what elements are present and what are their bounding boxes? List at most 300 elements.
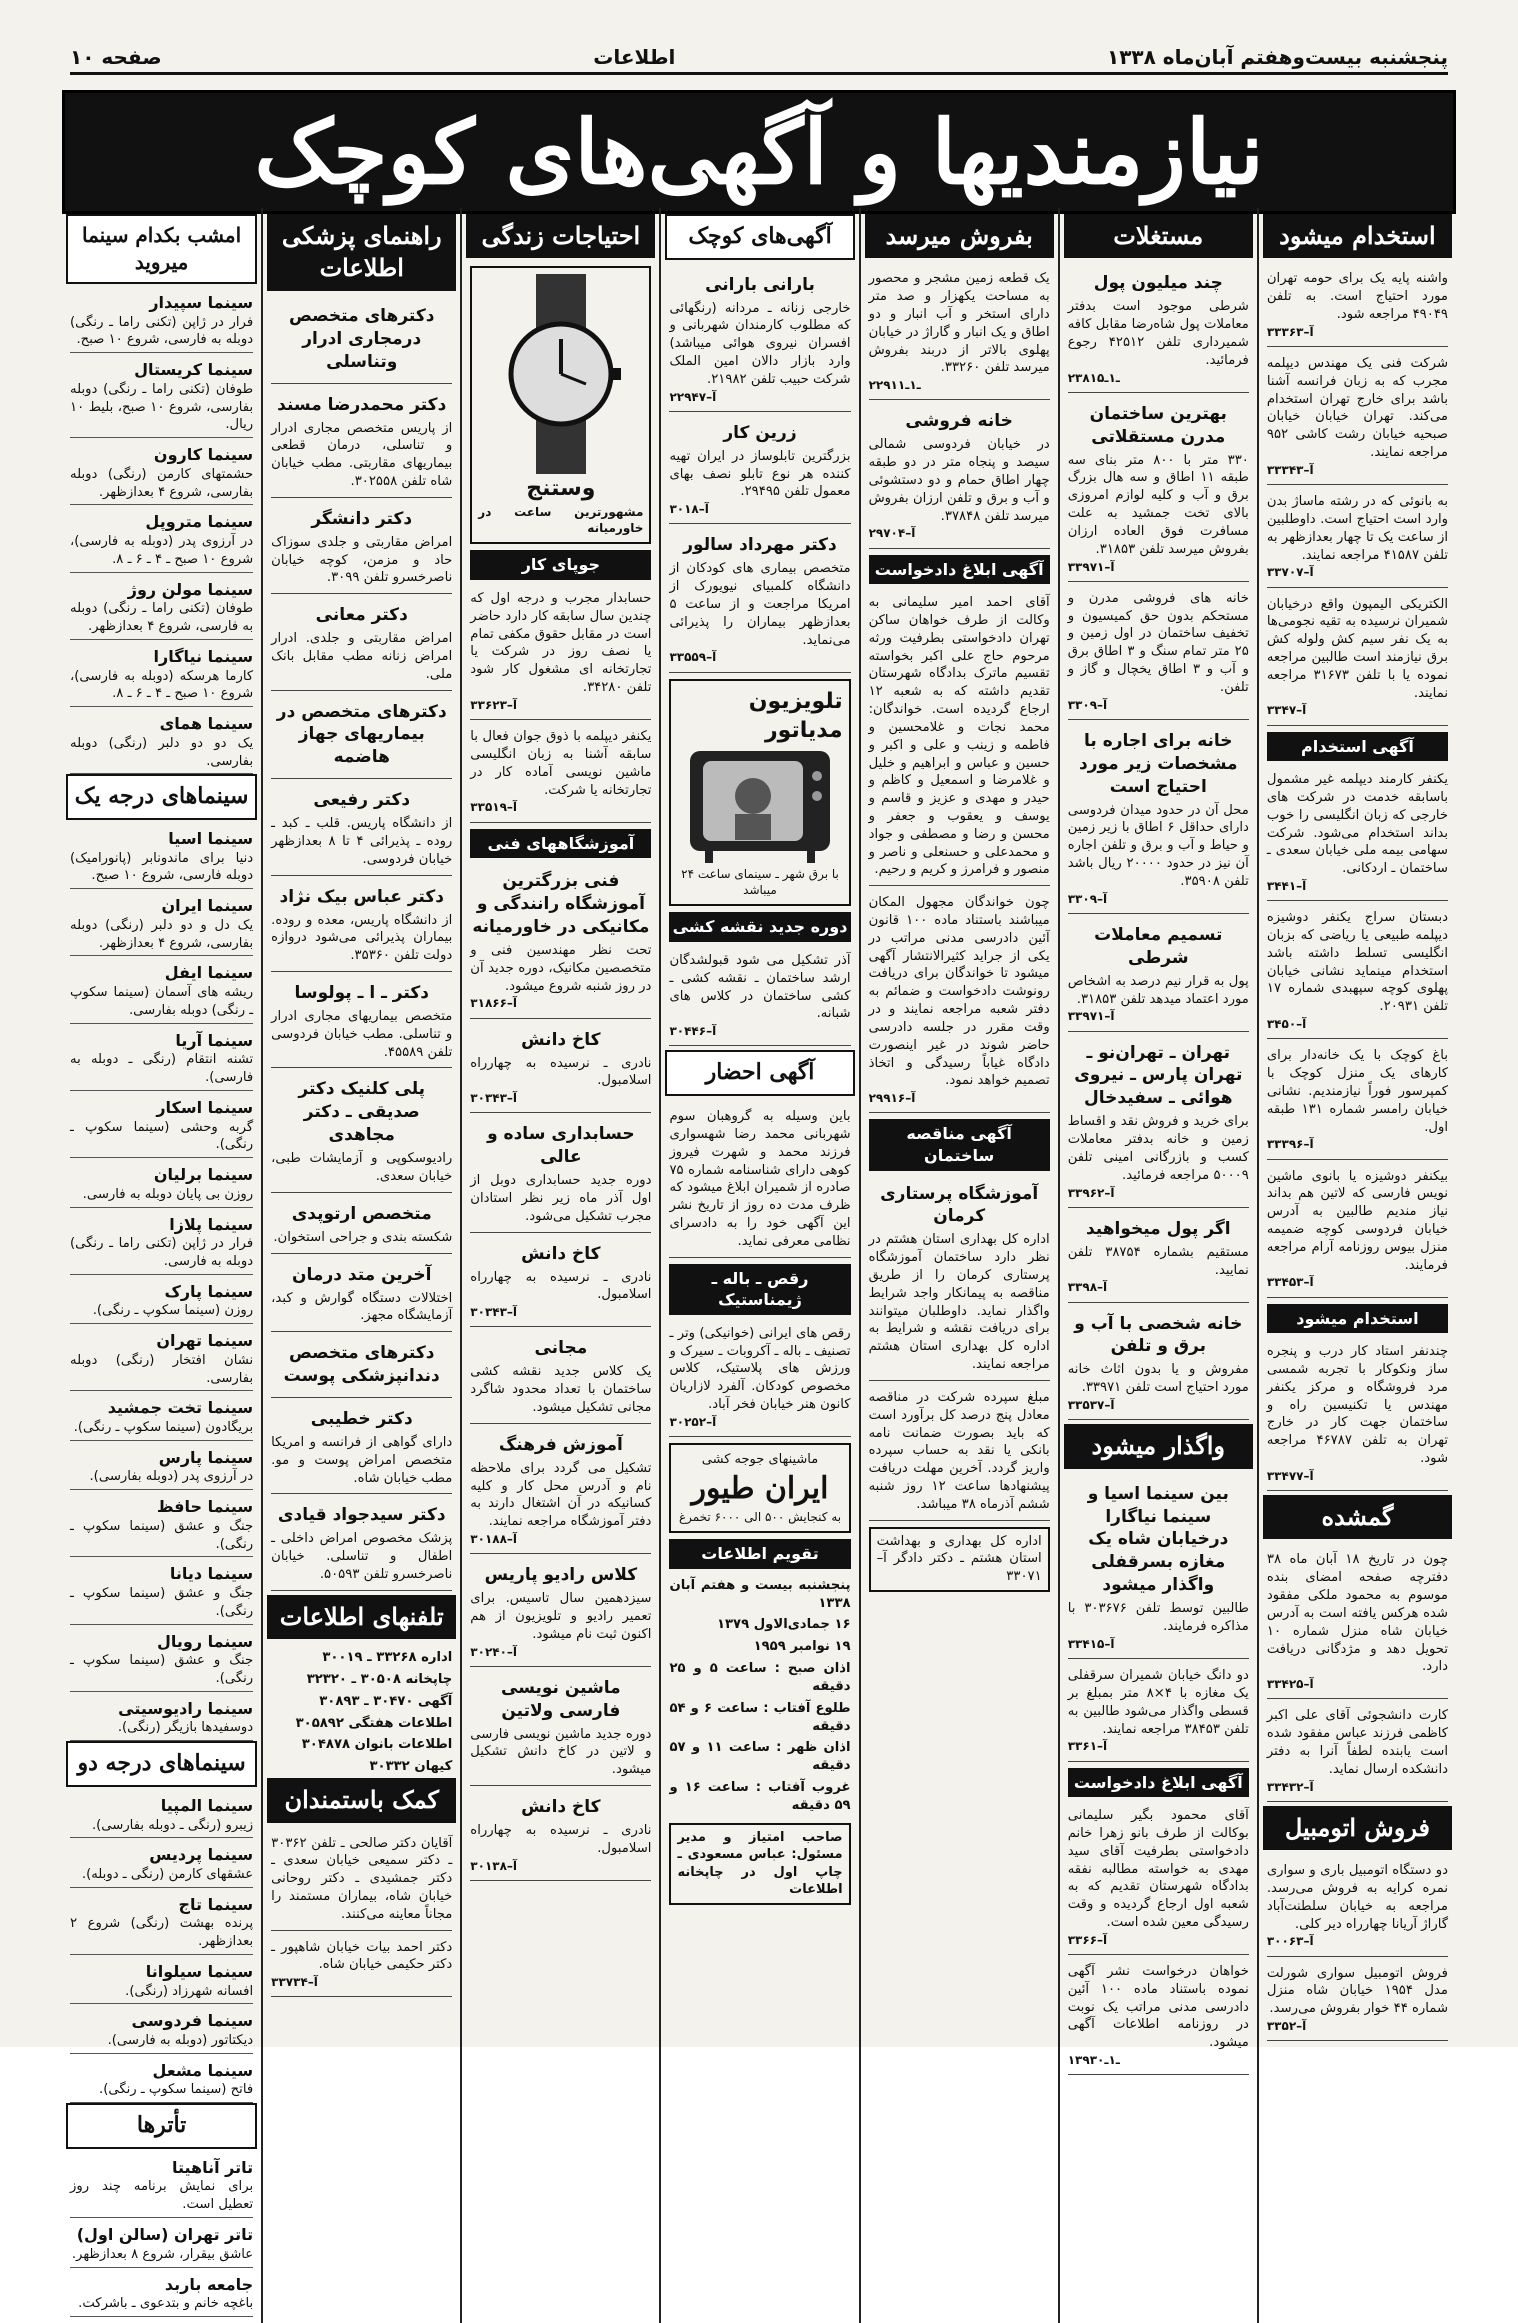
cinema-program: حشمتهای کارمن (رنگی) دوبله بفارسی، شروع ۴ بعدازظهر. <box>70 466 254 500</box>
classified-ad <box>271 1831 452 1931</box>
ad-text: الکتریکی الیمپون واقع درخیابان شمیران نرسیده به تقیه نجومی‌ها به یک نفر سیم کش ولوله کش برق نیازمند است طالبین مراجعه نموده یا با تلفن ۳۱۶۷۳ مراجعه نمایند. <box>1266 596 1449 701</box>
classified-ad <box>1267 1547 1448 1699</box>
classified-ad <box>271 598 452 690</box>
ad-list <box>1267 266 1448 725</box>
list-item: چاپخانه ۳۰۵۰۸ ـ ۳۲۳۲۰ <box>306 1672 453 1688</box>
ad-text: حسابدار مجرب و درجه اول که چندین سال سابقه کار دارد حاضر است در مقابل حقوق مکفی تمام یا نصف روز در شرکت یا تجارتخانه ای مشغول کار شود تلفن ۳۴۲۸۰. <box>470 591 652 696</box>
ad-text: امراض مقاربتی و جلدی سوزاک حاد و مزمن، کوچه خیابان ناصرخسرو تلفن ۳۰۹۹. <box>271 534 453 586</box>
date-line: پنجشنبه بیست‌وهفتم آبان‌ماه ۱۳۳۸ <box>1107 45 1448 69</box>
page-number: صفحه ۱۰ <box>70 45 162 69</box>
classified-ad <box>1267 1339 1448 1491</box>
classified-ad <box>470 1558 651 1667</box>
ad-text: شرطی موجود است بدفتر معاملات پول شاه‌رضا مقابل کافه شمیرداری تلفن ۴۲۵۱۲ رجوع فرمائید. <box>1067 299 1249 368</box>
classified-ad <box>669 1104 850 1258</box>
signature-box <box>869 1527 1050 1592</box>
list-item: اطلاعات هفتگی ۳۰۵۸۹۲ <box>295 1715 453 1731</box>
list-item: اطلاعات بانوان ۳۰۴۸۷۸ <box>301 1737 453 1753</box>
classified-ad <box>470 724 651 822</box>
subhead: آگهی ابلاغ دادخواست <box>1068 1768 1249 1798</box>
ad-text: نادری ـ نرسیده به چهارراه اسلامبول. <box>470 1055 652 1089</box>
column-head: راهنمای پزشکی اطلاعات <box>267 214 456 291</box>
ad-title: بارانی بارانی <box>705 274 815 295</box>
classified-ad <box>470 586 651 720</box>
ad-code: آ–۳۳۵۲ <box>1266 2019 1307 2034</box>
ad-code: آ–۳۳۴۱۵ <box>1067 1636 1115 1651</box>
classified-ad <box>271 976 452 1068</box>
classified-ad <box>470 1237 651 1328</box>
ad-title: تسمیم معاملات شرطی <box>1094 924 1223 968</box>
classified-ad <box>869 590 1050 886</box>
ad-title: خانه فروشی <box>905 411 1013 432</box>
classified-ad <box>1267 1164 1448 1298</box>
cinema-name: سینما کریستال <box>134 360 254 380</box>
cinema-name: سینما پردیس <box>149 1845 254 1865</box>
cinema-entry <box>70 2157 253 2218</box>
subhead: آموزشگاههای فنی <box>470 829 651 859</box>
ad-code: آ–۳۳۴۷۷ <box>1266 1468 1314 1483</box>
classified-ad <box>271 1072 452 1192</box>
ad-list <box>669 1321 850 1437</box>
cinema-name: سینما تاج <box>178 1894 254 1914</box>
ad-text: آقای احمد امیر سلیمانی به وکالت از طرف خواهان ساکن تهران دادخواستی بطرفیت ورثه مرحوم حاج علی اکبر بخواسته تقسیم ماترک بدادگاه شهرستان تقدیم داشته که به شعبه ۱۲ ارجاع گردیده است. خواندگان: محمد نجات و غلامحسین و فاطمه و زینب و علی و اکبر و حسین و عباس و ابراهیم و خلیل و غلامرضا و اسمعیل و کاظم و حیدر و مهدی و عزیز و قاسم و یوسف و یعقوب و جعفر و محسن و رضا و مصطفی و جواد و محمدعلی و حسنعلی و ناصر و منصور و فرامرز و کریم و رحیم. <box>868 595 1050 878</box>
cinema-program: طوفان (تکنی راما ـ رنگی) دوبله بفارسی، شروع ۱۰ صبح، بلیط ۱۰ ریال. <box>70 381 254 433</box>
cinema-name: سینما برلیان <box>153 1165 254 1185</box>
cinema-name: جامعه باربد <box>164 2274 254 2294</box>
ad-list <box>1068 1803 1249 2075</box>
ad-list <box>669 268 850 673</box>
ad-code: آ–۳۳۰۹ <box>1067 697 1108 712</box>
classified-ad <box>271 299 452 384</box>
ad-text: دو دانگ خیابان شمیران سرقفلی یک مغازه با ۴×۸ متر بمبلغ بر قسطی واگذار می‌شود طالبین به تلفن ۳۸۴۵۳ مراجعه نمایند. <box>1067 1668 1249 1737</box>
classified-ad <box>869 1177 1050 1381</box>
ad-text: چون در تاریخ ۱۸ آبان ماه ۳۸ دفترچه صفحه امضای بنده موسوم به محمود ملکی مفقود شده هرکس یافته است به آدرس خیابان شاه منزل شماره ۱۰ تحویل دهد و مژدگانی دریافت دارد. <box>1266 1552 1448 1675</box>
ad-title: بهترین ساختمان مدرن مستقلاتی <box>1089 403 1227 447</box>
cinema-program: دیکتاتور (دوبله به فارسی). <box>107 2032 254 2048</box>
column-head: مستغلات <box>1064 214 1253 258</box>
column-head: احتیاجات زندگی <box>466 214 655 258</box>
ad-title: دکتر خطیبی <box>310 1409 413 1430</box>
ad-text: واشنه پایه یک برای حومه تهران مورد احتیاج است. به تلفن ۴۹۰۴۹ مراجعه شود. <box>1266 271 1448 323</box>
classified-ad <box>1068 1477 1249 1660</box>
list-item: کیهان ۳۰۳۳۲ <box>369 1759 453 1775</box>
ad-list <box>1267 767 1448 1297</box>
column-real-estate <box>1058 208 1257 2323</box>
cinema-program: فاتح (سینما سکوپ ـ رنگی). <box>99 2082 254 2098</box>
classified-ad <box>669 268 850 412</box>
section-banner <box>62 90 1456 214</box>
ad-code: ـ۱ـ۲۳۸۱۵ <box>1067 370 1120 385</box>
subhead: دوره جدید نقشه کشی <box>669 912 850 942</box>
subhead-cars: فروش اتومبیل <box>1263 1806 1452 1850</box>
ad-code: آ–۳۳۷۳۴ <box>271 1975 318 1990</box>
ad-title: پلی کلنیک دکتر صدیقی ـ دکتر مجاهدی <box>298 1079 426 1146</box>
logo-ad-line: به کنجایش ۵۰۰ الی ۶۰۰۰ تخمرغ <box>678 1510 842 1525</box>
ad-title: آموزش فرهنگ <box>498 1434 623 1455</box>
classified-ad <box>1267 1043 1448 1159</box>
ad-text: نادری ـ نرسیده به چهارراه اسلامبول. <box>470 1822 652 1856</box>
ad-code: آ–۳۳۶۲۳ <box>470 697 518 712</box>
cinema-name: سینما ایفل <box>164 963 254 983</box>
classified-ad <box>1068 397 1249 582</box>
cinema-name: تاتر تهران (سالن اول) <box>76 2225 254 2245</box>
ad-title: ماشین نویسی فارسی ولاتین <box>501 1677 621 1721</box>
cinema-program: بریگادون (سینما سکوپ ـ رنگی). <box>73 1419 254 1435</box>
tv-ad-title: تلویزیون مدیاتور <box>748 688 843 744</box>
subhead-lost: گمشده <box>1263 1495 1452 1539</box>
cinema-entry <box>70 1563 253 1624</box>
ad-text: ۳۳۰ متر با ۸۰۰ متر بنای سه طبقه ۱۱ اطاق و سه هال بزرگ برق و آب و کلیه لوازم امروزی بالای تخت جمشید به علت مسافرت فوق العاده ارزان بفروش میرسد تلفن ۳۱۸۵۳. <box>1067 452 1249 557</box>
classified-ad <box>470 1117 651 1232</box>
column-necessities <box>460 208 659 2323</box>
cinema-name: سینما فردوسی <box>131 2011 254 2031</box>
ad-text: امراض مقاربتی و جلدی. ادرار امراض زنانه مطب مقابل بانک ملی. <box>271 631 453 682</box>
classified-ad <box>271 1336 452 1398</box>
cinema-program: عشقهای کارمن (رنگی ـ دوبله). <box>81 1866 254 1882</box>
ad-title: کاخ دانش <box>521 1243 601 1264</box>
ad-text: در خیابان فردوسی شمالی سیصد و پنجاه متر در دو طبقه چهار اطاق حمام و دو دستشوئی و آب و برق و تلفن ارزان بفروش میرسد تلفن ۳۷۸۴۸. <box>868 437 1050 524</box>
classified-ad <box>869 266 1050 400</box>
cinema-entry <box>70 1698 253 1741</box>
ad-title: متخصص ارتوپدی <box>291 1203 432 1224</box>
column-head: آگهی‌های کوچک <box>665 214 854 260</box>
ad-title: تهران ـ تهران‌نو ـ تهران پارس ـ نیروی هوائی ـ سفیدخال <box>1074 1042 1243 1109</box>
cinema-entry <box>70 895 253 956</box>
ad-text: شرکت فنی یک مهندس دیپلمه مجرب که به زبان فرانسه آشنا باشد برای خارج تهران استخدام می‌کند. تهران خیابان خیابان صبحیه خیابان رشت کاشی ۹۵۲ مراجعه نمایند. <box>1266 356 1448 461</box>
classified-ad <box>1068 724 1249 914</box>
ad-text: تحت نظر مهندسین فنی و متخصصین مکانیک، دوره جدید آن در روز شنبه شروع میشود. <box>470 942 652 994</box>
ad-code: آ–۳۳۹۷۱ <box>1067 559 1115 574</box>
classified-ad <box>470 1331 651 1423</box>
ad-text: شکسته بندی و جراحی استخوان. <box>273 1229 453 1245</box>
ad-text: آقای محمود بگیر سلیمانی بوکالت از طرف بانو زهرا خانم دادخواستی بطرفیت آقای سید مهدی به خواسته مطالبه نفقه بدادگاه شهرستان تقدیم که به شعبه اول ارجاع گردیده و وقت رسیدگی معین شده است. <box>1067 1808 1249 1930</box>
cinema-name: سینما ایران <box>161 896 254 916</box>
ad-text: آذر تشکیل می شود قبولشدگان ارشد ساختمان ـ نقشه کشی ـ کشی ساختمان در کلاس های شبانه. <box>669 952 851 1022</box>
subhead: کمک باستمندان <box>267 1778 456 1822</box>
ad-text: برای خرید و فروش نقد و اقساط زمین و خانه بدفتر معاملات کسب و بازرگانی امینی تلفن ۵۰۰۰۹ مراجعه فرمائید. <box>1067 1114 1249 1183</box>
ad-text: محل آن در حدود میدان فردوسی دارای حداقل ۶ اطاق با زیر زمین و حیاط و آب و برق و تلفن اجاره آن نیز در حدود ۲۰۰۰۰ ریال باشد تلفن ۳۵۹۰۸. <box>1067 802 1249 889</box>
ad-code: آ–۳۴۴۱ <box>1266 879 1307 894</box>
cinema-program: جنگ و عشق (سینما سکوپ ـ رنگی). <box>70 1653 254 1687</box>
column-for-sale <box>859 208 1058 2323</box>
cinema-name: سینما تهران <box>156 1331 254 1351</box>
cinema-entry <box>70 2060 253 2103</box>
cinema-program: باغچه خانم و بتدعوی ـ باشرکت. <box>78 2296 254 2312</box>
ad-text: رادیوسکوپی و آزمایشات طبی، خیابان سعدی. <box>271 1151 453 1185</box>
ad-code: آ–۳۳۹۷۱ <box>1067 1009 1115 1024</box>
incubator-advertisement <box>669 1443 850 1533</box>
ad-title: دکتر معانی <box>315 605 408 626</box>
cinema-list <box>70 1795 253 2103</box>
ad-text: بیکنفر دوشیزه یا بانوی ماشین نویس فارسی که لاتین هم بداند نیاز مندیم طالبین به آدرس خیابان فردوسی کوچه ضمیمه منزل بیوس روزنامه آرام مراجعه فرمایند. <box>1266 1168 1448 1273</box>
classified-ad <box>1267 1961 1448 2042</box>
cinema-entry <box>70 1631 253 1692</box>
calendar-list <box>669 1575 850 1817</box>
ad-text: اداره کل بهداری استان هشتم در نظر دارد ساختمان آموزشگاه پرستاری کرمان را از طریق مناقصه به پیمانکار واجد شرایط واگذار نماید. داوطلبان میتوانند برای دریافت نقشه و شرایط به اداره کل بهداری استان هشتم مراجعه نمایند. <box>868 1232 1050 1373</box>
classified-ad <box>669 528 850 672</box>
cinema-name: سینما تخت جمشید <box>107 1398 254 1418</box>
column-head: بفروش میرسد <box>865 214 1054 258</box>
classified-ad <box>1068 1803 1249 1955</box>
classified-ad <box>470 1023 651 1114</box>
cinema-program: گربه وحشی (سینما سکوپ ـ رنگی). <box>70 1119 254 1153</box>
classified-ad <box>1267 489 1448 587</box>
cinema-entry <box>70 1097 253 1158</box>
ad-code: آ–۲۹۷۰۴ <box>868 526 916 541</box>
subhead: آگهی مناقصه ساختمان <box>869 1119 1050 1170</box>
classified-ad <box>271 1935 452 1998</box>
cinema-program: یک دو دو دلبر (رنگی) دوبله بفارسی. <box>70 735 254 769</box>
logo-ad-brand: ایران طیور <box>691 1470 829 1506</box>
ad-code: آ–۳۱۸۶۶ <box>470 996 518 1011</box>
cinema-program: روزن بی پایان دوبله به فارسی. <box>82 1186 254 1202</box>
ad-title: بین سینما اسیا و سینما نیاگارا درخیابان شاه یک مغازه بسرقفلی واگذار میشود <box>1087 1483 1229 1596</box>
cinema-list <box>70 292 253 774</box>
cinema-entry <box>70 292 253 353</box>
cinema-name: سینما حافظ <box>156 1497 254 1517</box>
ad-text: پول به قرار نیم درصد به اشخاص مورد اعتماد میدهد تلفن ۳۱۸۵۳. <box>1067 973 1249 1007</box>
ad-title: دکتر عباس بیک نژاد <box>279 886 444 907</box>
ad-title: دکتر مهرداد سالور <box>683 535 837 556</box>
ad-text: باغ کوچک با یک خانه‌دار برای کارهای یک منزل کوچک با کمپرسور فوراً نیازمندیم. نشانی خیابان رامسر شماره ۱۳۱ طبقه اول. <box>1266 1048 1448 1135</box>
cinema-name: سینما سپیدار <box>149 293 254 312</box>
list-item: اذان صبح : ساعت ۵ و ۲۵ دقیقه <box>669 1661 851 1694</box>
ad-text: خواهان درخواست نشر آگهی نموده باستناد ماده ۱۰۰ آئین دادرسی مدنی مراتب یک نوبت در روزنامه اطلاعات آگهی میشود. <box>1067 1964 1249 2051</box>
classified-ad <box>470 864 651 1018</box>
list-item: غروب آفتاب : ساعت ۱۶ و ۵۹ دقیقه <box>669 1779 851 1813</box>
list-item: پنجشنبه بیست و هفتم آبان ۱۳۳۸ <box>669 1577 851 1611</box>
cinema-list <box>70 828 253 1741</box>
paper-name: اطلاعات <box>593 45 676 69</box>
column-head: استخدام میشود <box>1263 214 1452 258</box>
ad-text: مفروش و یا بدون اثاث خانه مورد احتیاج است تلفن ۳۳۹۷۱. <box>1067 1362 1249 1396</box>
classified-ad <box>1068 918 1249 1032</box>
classified-ad <box>869 890 1050 1113</box>
classified-ad <box>1267 351 1448 485</box>
cinema-name: سینما آریا <box>175 1030 254 1050</box>
classified-ad <box>1267 1858 1448 1956</box>
ad-code: آ–۳۳۰۷۱ <box>876 1551 1042 1585</box>
cinema-program: کارما هرسکه (دوبله به فارسی)، شروع ۱۰ صبح ـ ۴ ـ ۶ ـ ۸. <box>70 668 254 702</box>
ad-code: آ–۳۰۱۸۸ <box>470 1531 518 1546</box>
ad-text: بزرگترین تابلوساز در ایران تهیه کننده هر نوع تابلو نصف بهای معمول تلفن ۲۹۴۹۵. <box>669 448 851 500</box>
classified-ad <box>271 1258 452 1333</box>
ad-list <box>470 586 651 823</box>
cinema-program: در آرزوی پدر (دوبله بفارسی). <box>89 1469 254 1485</box>
cinema-program: دنیا برای ماندونابر (پانورامیک) دوبله فارسی، شروع ۱۰ صبح. <box>70 850 254 884</box>
ad-code: آ–۳۰۱۳۸ <box>470 1858 518 1873</box>
ad-title: زرین کار <box>723 422 797 443</box>
list-item: ۱۶ جمادی‌الاول ۱۳۷۹ <box>716 1617 851 1633</box>
ad-title: خانه برای اجاره با مشخصات زیر مورد احتیاج است <box>1079 730 1238 797</box>
cinema-name: سینما پارس <box>158 1447 254 1467</box>
subhead: آگهی ابلاغ دادخواست <box>869 555 1050 585</box>
cinema-program: افسانه شهرزاد (رنگی). <box>125 1983 254 1999</box>
ad-code: آ–۳۳۳۹۶ <box>1266 1137 1314 1152</box>
ad-text: مستقیم بشماره ۳۸۷۵۴ تلفن نمایید. <box>1067 1244 1249 1278</box>
ad-code: آ–۳۳۴۲۵ <box>1266 1677 1314 1692</box>
cinema-name: سینما نیاگارا <box>153 646 254 666</box>
signature: اداره کل بهداری و بهداشت استان هشتم ـ دکتر دادگر <box>876 1533 1042 1567</box>
classified-ad <box>271 388 452 498</box>
list-item: اذان ظهر : ساعت ۱۱ و ۵۷ دقیقه <box>669 1740 851 1774</box>
ad-title: چند میلیون پول <box>1093 273 1223 294</box>
ad-code: آ–۲۹۹۱۶ <box>868 1091 916 1106</box>
ad-text: مبلغ سپرده شرکت در مناقصه معادل پنج درصد کل برآورد است که باید بصورت ضمانت نامه بانکی یا نقد به حساب سپرده واریز گردد. آخرین مهلت دریافت پیشنهادها ساعت ۱۲ روز شنبه ششم آذرماه ۳۸ میباشد. <box>868 1389 1050 1512</box>
list-item: ۱۹ نوامبر ۱۹۵۹ <box>753 1639 851 1655</box>
subhead: آگهی احضار <box>665 1050 854 1096</box>
cinema-list <box>70 2157 253 2317</box>
ad-code: آ–۳۳۴۳۲ <box>1266 1779 1314 1794</box>
classified-ad <box>1267 266 1448 347</box>
ad-code: آ–۳۰۲۵۲ <box>669 1414 717 1429</box>
ad-code: آ–۳۳۴۵۳ <box>1266 1275 1314 1290</box>
classified-ad <box>1068 1036 1249 1208</box>
cinema-name: سینما رویال <box>157 1631 254 1651</box>
subhead: استخدام میشود <box>1267 1304 1448 1334</box>
ad-code: آ–۳۰۰۶۳ <box>1266 1934 1314 1949</box>
ad-columns <box>62 208 1456 2312</box>
phones-head: تلفنهای اطلاعات <box>267 1595 456 1639</box>
cinema-entry <box>70 1894 253 1955</box>
classified-ad <box>1267 905 1448 1039</box>
ad-text: متخصص بیماری های کودکان از دانشگاه کلمبیای نیویورک از امریکا مراجعت و از ساعت ۵ بعدازظهر بیماران را پذیرائی می‌نماید. <box>669 561 851 648</box>
ad-text: دو دستگاه اتومبیل باری و سواری نمره کرایه به فروش می‌رسد. مراجعه به خیابان سلطنت‌آباد گاراژ آریانا چهارراه دیر کلی. <box>1266 1863 1448 1932</box>
ad-list <box>1267 1858 1448 2041</box>
ad-text: کارت دانشجوئی آقای علی اکبر کاظمی فرزند عباس مفقود شده است یابنده لطفاً آنرا به دفتر دانشکده ارسال نماید. <box>1266 1708 1448 1777</box>
ad-title: آخرین متد درمان <box>292 1264 432 1285</box>
ad-code: آ–۳۳۹۸ <box>1067 1280 1108 1295</box>
ad-code: ـ۱ـ۱۳۹۳۰ <box>1067 2053 1120 2068</box>
ad-title: فنی بزرگترین آموزشگاه رانندگی و مکانیکی در خاورمیانه <box>472 871 650 938</box>
cinema-name: سینما کارون <box>153 445 254 465</box>
subhead: جوپای کار <box>470 550 651 580</box>
cinema-program: در آرزوی پدر (دوبله به فارسی)، شروع ۱۰ صبح ـ ۴ ـ ۶ ـ ۸. <box>70 534 254 567</box>
ad-list <box>1267 1339 1448 1491</box>
ad-title: کاخ دانش <box>521 1029 601 1050</box>
ad-list <box>1068 266 1249 1420</box>
ad-title: دکتر سیدجواد قیادی <box>277 1505 446 1526</box>
cinema-name: سینما سیلوانا <box>145 1961 254 1981</box>
classified-ad <box>1068 266 1249 392</box>
cinema-entry <box>70 1844 253 1887</box>
ad-list <box>271 299 452 1591</box>
ad-text: دارای گواهی از فرانسه و امریکا متخصص امراض پوست و مو. مطب خیابان شاه. <box>271 1435 453 1486</box>
ad-code: ـ۱ـ۲۲۹۱۱ <box>868 378 921 393</box>
ad-title: دکترهای متخصص در بیماریهای جهاز هاضمه <box>276 701 447 768</box>
cinema-entry <box>70 444 253 505</box>
cinema-entry <box>70 1281 253 1324</box>
cinema-entry <box>70 1961 253 2004</box>
watch-brand: وستنج <box>526 476 596 502</box>
classified-ad <box>669 1321 850 1437</box>
ad-title: دکترهای متخصص دندانپزشکی پوست <box>283 1343 440 1387</box>
classified-ad <box>470 1428 651 1554</box>
ad-text: یک کلاس جدید نقشه کشی ساختمان با تعداد محدود شاگرد مجانی تشکیل میشود. <box>470 1364 652 1415</box>
classified-ad <box>1267 767 1448 901</box>
cinema-program: دوسفیدها بازیگر (رنگی). <box>117 1720 254 1736</box>
cinema-entry <box>70 1330 253 1391</box>
ad-text: یک قطعه زمین مشجر و محصور به مساحت یکهزار و صد متر دارای استخر و آب انبار و دو اطاق و یک انبار و گاراژ در خیابان پهلوی بالاتر از دربند بفروش میرسد تلفن ۳۳۲۶۰. <box>868 271 1050 376</box>
cinema-entry <box>70 1030 253 1091</box>
column-head: امشب بکدام سینما میروید <box>66 214 257 284</box>
cinema-program: روزن (سینما سکوپ ـ رنگی). <box>92 1303 254 1319</box>
classified-ad <box>669 948 850 1046</box>
list-item: طلوع آفتاب : ساعت ۶ و ۵۴ دقیقه <box>669 1700 851 1734</box>
ad-title: حسابداری ساده و عالی <box>487 1124 635 1168</box>
classified-ad <box>1267 1703 1448 1801</box>
television-icon <box>685 746 835 866</box>
cinema-program: پرنده بهشت (رنگی) شروع ۲ بعدازظهر. <box>70 1916 254 1950</box>
calendar-head: تقویم اطلاعات <box>669 1539 850 1569</box>
classified-ad <box>1068 1663 1249 1761</box>
ad-text: چندنفر استاد کار درب و پنجره ساز ونکوکار با تجربه شمسی مرد فروشگاه و مرکز یکنفر مهندس یا تکنیسین راه و ساختمان جهت کار در خارج تهران به تلفن ۴۶۷۸۷ مراجعه شود. <box>1266 1344 1448 1467</box>
ad-code: آ–۳۰۳۴۳ <box>470 1091 518 1106</box>
cinema-name: سینما پلازا <box>169 1214 254 1234</box>
ad-text: تشکیل می گردد برای ملاحظه نام و آدرس محل کار و کلیه کسانیکه در آن اشتغال دارند به دفتر آموزشگاه مراجعه نمایند. <box>470 1460 652 1530</box>
cinema-entry <box>70 2274 253 2317</box>
ad-text: باین وسیله به گروهبان سوم شهربانی محمد رضا شهسواری فرزند محمد و شهرت فیروز کوهی دارای شناسنامه شماره ۷۵ صادره از شمیران ابلاغ میشود که ظرف مدت ده روز از تاریخ نشر این آگهی خود را به دادسرای نظامی معرفی نماید. <box>669 1109 851 1249</box>
ad-title: کلاس رادیو پاریس <box>484 1565 638 1586</box>
ad-code: آ–۳۳۳۶۳ <box>1266 324 1314 339</box>
cinema-program: عاشق بیقرار، شروع ۸ بعدازظهر. <box>71 2246 254 2262</box>
classified-ad <box>1068 1959 1249 2075</box>
classified-ad <box>869 404 1050 548</box>
classified-ad <box>271 695 452 780</box>
cinema-name: سینما متروپل <box>145 512 254 532</box>
ad-code: آ–۳۳۰۹ <box>1067 891 1108 906</box>
classified-ad <box>271 1402 452 1494</box>
classified-ad <box>271 502 452 594</box>
ad-code: آ–۳۳۹۶۲ <box>1067 1185 1115 1200</box>
ad-text: سیزدهمین سال تاسیس. برای تعمیر رادیو و تلویزیون از هم اکنون ثبت نام میشود. <box>470 1591 652 1642</box>
ad-text: از دانشگاه پاریس، معده و روده. بیماران پذیرائی می‌شود دروازه دولت تلفن ۳۵۳۶۰. <box>271 912 453 964</box>
tv-advertisement <box>669 679 850 907</box>
cinema-entry <box>70 1397 253 1440</box>
subhead: واگذار میشود <box>1064 1424 1253 1468</box>
cinema-entry <box>70 579 253 640</box>
cinema-program: جنگ و عشق (سینما سکوپ ـ رنگی). <box>70 1586 254 1619</box>
cinema-name: سینما رادیوسیتی <box>118 1698 254 1718</box>
ad-title: دکتر ـ ا ـ پولوسا <box>294 983 429 1004</box>
ad-code: آ–۳۴۵۰ <box>1266 1017 1307 1032</box>
ad-text: یکنفر کارمند دیپلمه غیر مشمول باسابقه خدمت در شرکت های خارجی که زبان انگلیسی را خوب بداند استخدام می‌شود. شرکت سهامی بیمه ملی خیابان سعدی ـ ساختمان ـ اردکانی. <box>1266 772 1448 877</box>
classified-ad <box>1068 1212 1249 1303</box>
ad-code: آ–۳۰۴۴۶ <box>669 1024 717 1039</box>
cinema-entry <box>70 1214 253 1275</box>
cinema-entry <box>70 1447 253 1490</box>
cinema-program: برای نمایش برنامه چند روز تعطیل است. <box>70 2179 254 2213</box>
banner-title: نیازمندیها و آگهی‌های کوچک <box>254 100 1264 204</box>
ad-code: آ–۳۳۴۷ <box>1266 703 1307 718</box>
ad-title: دکترهای متخصص درمجاری ادرار وتناسلی <box>288 305 435 372</box>
cinema-entry <box>70 646 253 707</box>
cinema-entry <box>70 2010 253 2053</box>
ad-code: آ–۳۰۳۴۳ <box>470 1305 518 1320</box>
classified-ad <box>1267 592 1448 726</box>
cinema-program: فرار در ژاپن (تکنی راما ـ رنگی) دوبله به فارسی، شروع ۱۰ صبح. <box>70 314 254 348</box>
ad-code: آ–۳۰۱۸ <box>669 502 709 517</box>
cinema-name: سینما مشعل <box>152 2060 254 2080</box>
ad-text: از پاریس متخصص مجاری ادرار و تناسلی، درمان قطعی بیماریهای مقاربتی. مطب خیابان شاه تلفن ۳۰۲۵۵۸. <box>271 420 453 489</box>
ad-title: اگر پول میخواهید <box>1085 1218 1231 1239</box>
ad-text: یکنفر دیپلمه با ذوق جوان فعال با سابقه آشنا به زبان انگلیسی ماشین نویسی آماده کار در تجارتخانه یا شرکت. <box>470 729 652 798</box>
cinema-program: تشنه انتقام (رنگی ـ دوبله به فارسی). <box>70 1052 254 1086</box>
ad-list <box>470 864 651 1881</box>
cinema-entry <box>70 359 253 438</box>
ad-list <box>669 948 850 1046</box>
ad-list <box>869 1177 1050 1521</box>
ad-code: آ–۳۳۳۴۳ <box>1266 462 1314 477</box>
